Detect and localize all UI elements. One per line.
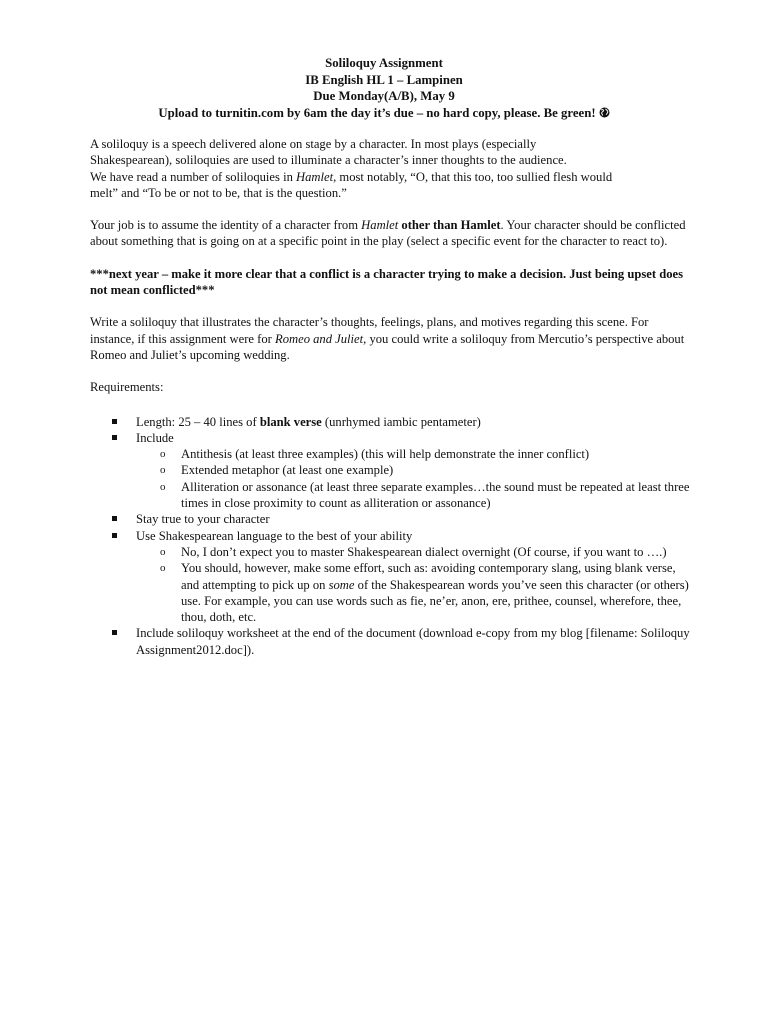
- upload-text: Upload to turnitin.com by 6am the day it’s due – no hard copy, please. Be green!: [158, 105, 596, 120]
- list-item-language: [90, 528, 690, 626]
- list-item: o Extended metaphor (at least one example): [136, 462, 690, 478]
- assignment-title: Soliloquy Assignment: [325, 56, 443, 70]
- intro-line-4: melt” and “To be or not to be, that is the question.”: [90, 185, 347, 200]
- language-sublist: [136, 544, 690, 625]
- intro-line-1: A soliloquy is a speech delivered alone on stage by a character. In most plays (especially: [90, 137, 537, 151]
- language-label: Use Shakespearean language to the best of your ability: [136, 528, 413, 543]
- romeo-juliet-title: Romeo and Juliet: [275, 331, 364, 346]
- intro-hamlet-title: Hamlet: [296, 169, 334, 184]
- some-italic: some: [328, 577, 355, 592]
- job-text-end: . Your character should be conflicted about something that is going on at a specific point in the play (select a specific event for the character to react to).: [90, 218, 686, 249]
- requirements-list: [90, 414, 690, 658]
- effort-text-end: of the Shakespearean words you’ve seen this character (or others) use. For example, you can use words such as fie, ne’er, anon, ere, prithee, counsel, wherefore, thee, thou, doth, etc.: [181, 577, 689, 625]
- list-item: o Alliteration or assonance (at least three separate examples…the sound must be repeated at least three times in close proximity to count as alliteration or assonance): [136, 479, 690, 512]
- list-item: o No, I don’t expect you to master Shakespearean dialect overnight (Of course, if you want to ….): [136, 544, 690, 560]
- intro-line-3: [90, 170, 612, 184]
- course-name: IB English HL 1 – Lampinen: [305, 72, 463, 87]
- job-bold-text: other than Hamlet: [398, 218, 501, 233]
- length-text: Length: 25 – 40 lines of: [136, 414, 260, 429]
- write-text-start: Write a soliloquy that illustrates the character’s thoughts, feelings, plans, and motives regarding this scene. For instance, if this assignment were for: [90, 315, 649, 346]
- list-item: o Antithesis (at least three examples) (this will help demonstrate the inner conflict): [136, 446, 690, 462]
- document-header: [0, 55, 768, 121]
- list-item-length: [90, 414, 690, 430]
- length-detail: (unrhymed iambic pentameter): [321, 414, 481, 429]
- write-paragraph: [90, 314, 690, 363]
- due-date: Due Monday(A/B), May 9: [313, 89, 455, 104]
- list-item-character: Stay true to your character: [90, 511, 690, 527]
- document-body: [90, 136, 690, 658]
- list-item: [136, 560, 690, 625]
- list-item-worksheet: Include soliloquy worksheet at the end of the document (download e-copy from my blog [filename: Soliloquy Assignment2012.doc]).: [90, 625, 690, 658]
- include-label: Include: [136, 430, 174, 445]
- intro-paragraph: [90, 136, 690, 201]
- globe-icon: [599, 106, 610, 117]
- include-sublist: [136, 446, 690, 511]
- intro-line-2: Shakespearean), soliloquies are used to illuminate a character’s inner thoughts to the audience.: [90, 153, 567, 168]
- job-hamlet-title: Hamlet: [361, 218, 399, 233]
- write-text-end: , you could write a soliloquy from Mercutio’s perspective about Romeo and Juliet’s upcoming wedding.: [90, 331, 685, 362]
- blank-verse-text: blank verse: [259, 414, 322, 429]
- effort-text-start: You should, however, make some effort, such as: avoiding contemporary slang, using blank verse, and attempting to pick up on: [181, 561, 676, 592]
- job-paragraph: [90, 217, 690, 250]
- intro-line-3-end: , most notably, “O, that this too, too sullied flesh would: [333, 169, 613, 184]
- list-item-include: [90, 430, 690, 511]
- job-text-start: Your job is to assume the identity of a character from: [90, 218, 362, 233]
- intro-line-3-start: We have read a number of soliloquies in: [90, 169, 297, 184]
- next-year-note: ***next year – make it more clear that a conflict is a character trying to make a decision. Just being upset does not mean conflicted***: [90, 266, 684, 298]
- upload-instructions: [0, 105, 768, 122]
- requirements-label: Requirements:: [90, 380, 164, 395]
